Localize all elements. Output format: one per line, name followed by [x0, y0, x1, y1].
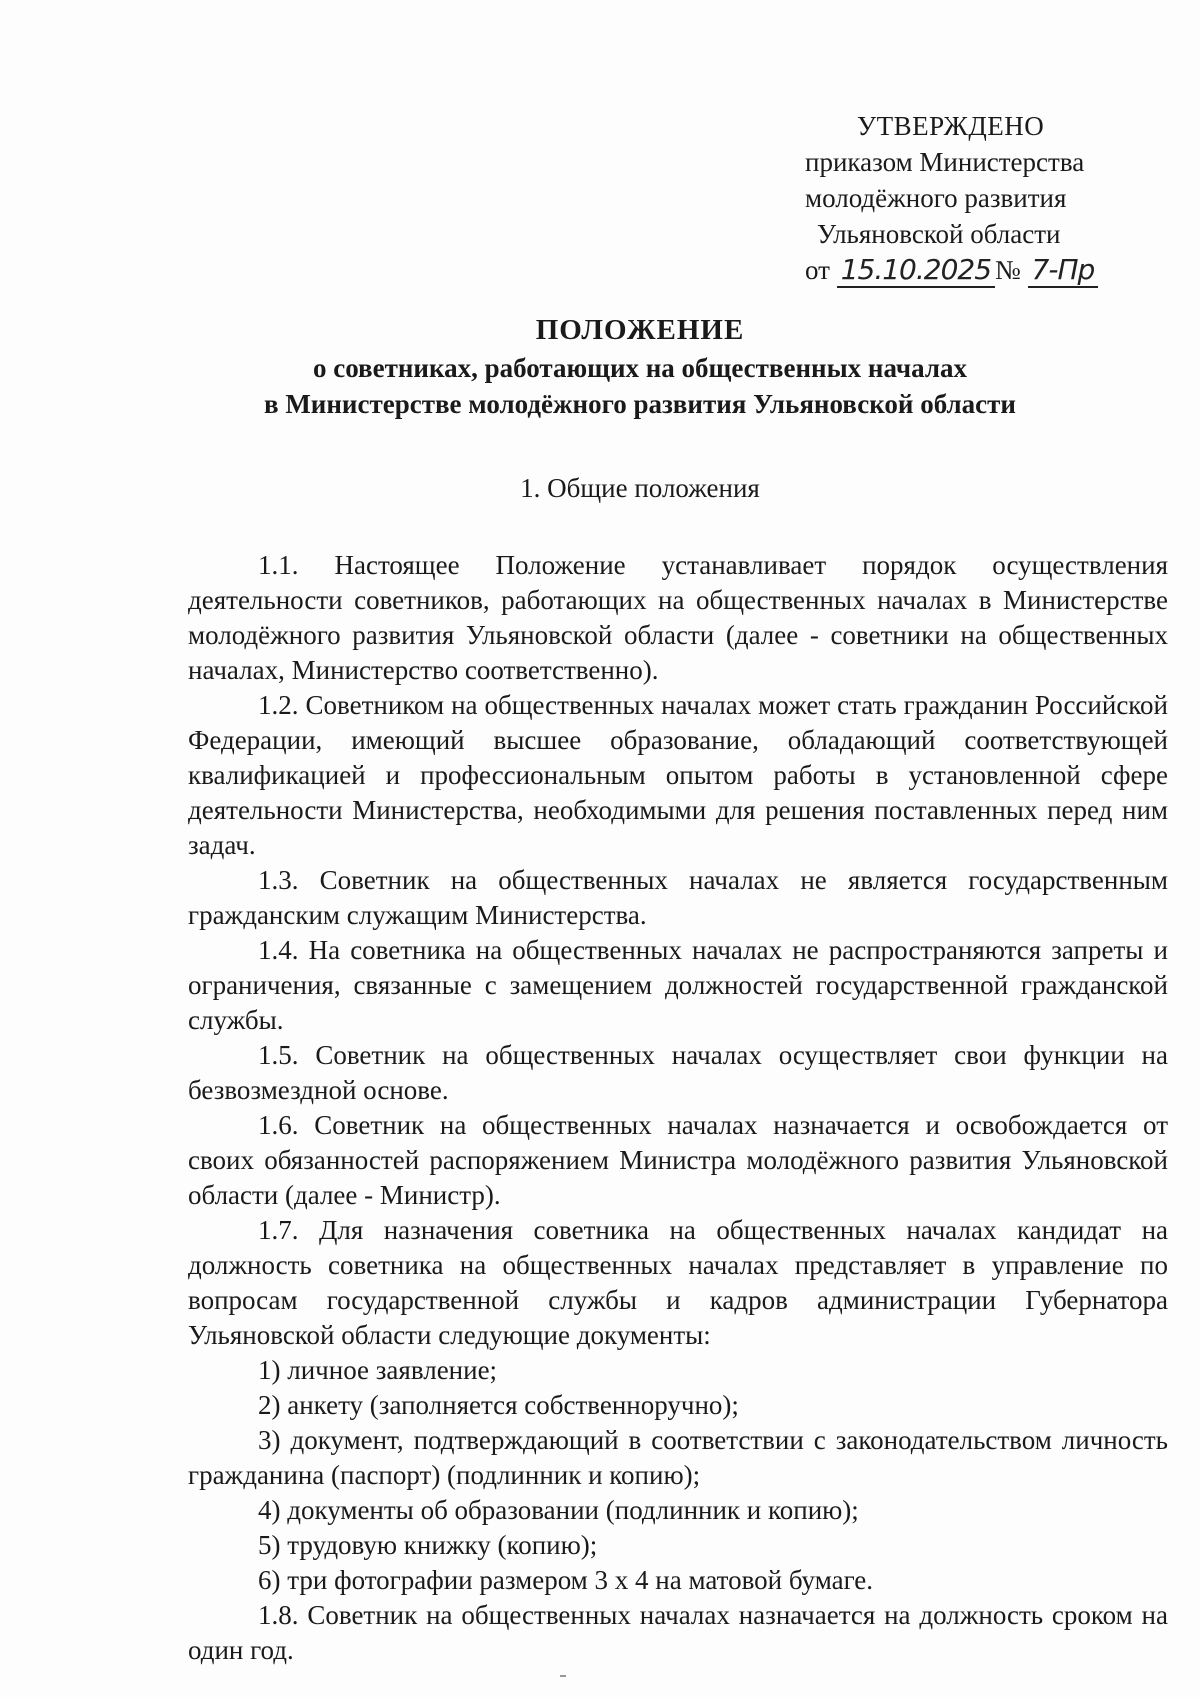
- approval-line-1: приказом Министерства: [805, 147, 1085, 177]
- paragraph-1-3: 1.3. Советник на общественных началах не является государственным гражданским служащим Министерства.: [188, 865, 1168, 930]
- approval-stamp: [805, 108, 1135, 288]
- paragraph-1-6: 1.6. Советник на общественных началах назначается и освобождается от своих обязанностей распоряжением Министра молодёжного развития Ульяновской области (далее - Министр).: [188, 1110, 1168, 1210]
- approval-date-line: [805, 252, 1135, 288]
- number-prefix: №: [995, 255, 1021, 285]
- paragraph-1-4: 1.4. На советника на общественных началах не распространяются запреты и ограничения, связанные с замещением должностей государственной гражданской службы.: [188, 935, 1168, 1035]
- paragraph-1-2: 1.2. Советником на общественных началах может стать гражданин Российской Федерации, имеющий высшее образование, обладающий соответствующей квалификацией и профессиональным опытом работы в установленной сфере деятельности Министерства, необходимыми для решения поставленных перед ним задач.: [188, 690, 1168, 860]
- section-heading: 1. Общие положения: [520, 473, 760, 503]
- paragraph-1-5: 1.5. Советник на общественных началах осуществляет свои функции на безвозмездной основе.: [188, 1040, 1168, 1105]
- handwritten-number: 7-Пр: [1028, 253, 1099, 288]
- paragraph-1-1: 1.1. Настоящее Положение устанавливает порядок осуществления деятельности советников, работающих на общественных началах в Министерстве молодёжного развития Ульяновской области (далее - советники на общественных началах, Министерство соответственно).: [188, 550, 1168, 685]
- approval-line-2: молодёжного развития: [805, 183, 1067, 213]
- document-subtitle-line-2: в Министерстве молодёжного развития Ульяновской области: [263, 389, 1016, 419]
- list-item: 5) трудовую книжку (копию);: [258, 1530, 598, 1560]
- page-mark: [560, 1675, 566, 1677]
- paragraph-1-8: 1.8. Советник на общественных началах назначается на должность сроком на один год.: [188, 1600, 1168, 1665]
- document-subtitle-line-1: о советниках, работающих на общественных началах: [312, 353, 968, 383]
- list-item: 2) анкету (заполняется собственноручно);: [258, 1390, 739, 1420]
- list-item: 3) документ, подтверждающий в соответствии с законодательством личность гражданина (паспорт) (подлинник и копию);: [188, 1425, 1168, 1490]
- list-item: 1) личное заявление;: [258, 1355, 498, 1385]
- list-item: 4) документы об образовании (подлинник и копию);: [258, 1495, 859, 1525]
- handwritten-date: 15.10.2025: [837, 253, 995, 288]
- document-title: ПОЛОЖЕНИЕ: [535, 314, 745, 346]
- approval-line-3: Ульяновской области: [817, 219, 1061, 249]
- approval-title: УТВЕРЖДЕНО: [857, 111, 1045, 141]
- section-body: [188, 548, 1168, 1668]
- document-title-block: [180, 310, 1100, 422]
- paragraph-1-7: 1.7. Для назначения советника на общественных началах кандидат на должность советника на общественных началах представляет в управление по вопросам государственной службы и кадров администрации Губернатора Ульяновской области следующие документы:: [188, 1215, 1168, 1350]
- list-item: 6) три фотографии размером 3 х 4 на матовой бумаге.: [258, 1565, 874, 1595]
- date-prefix: от: [805, 255, 830, 285]
